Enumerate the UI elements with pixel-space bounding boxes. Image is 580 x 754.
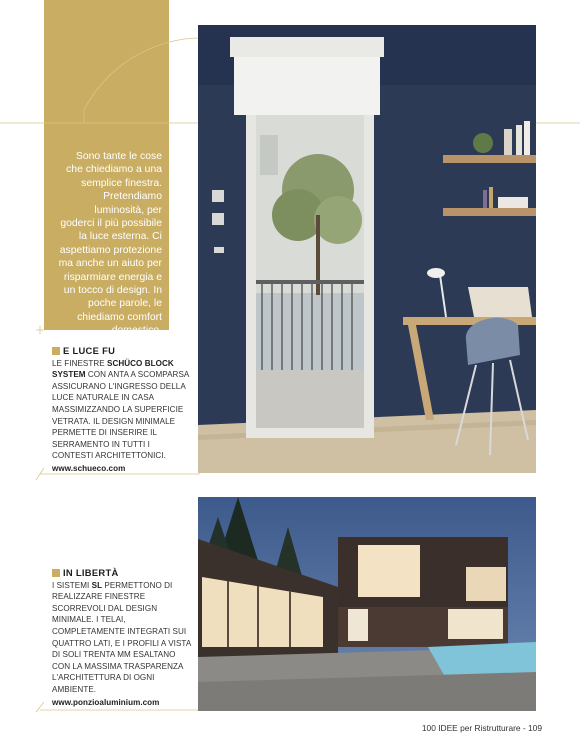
caption-brand: SL	[91, 580, 103, 590]
caption-body	[52, 580, 192, 696]
modern-house-photo	[198, 497, 536, 711]
schueco-link[interactable]: www.schueco.com	[52, 463, 126, 473]
gold-square-icon	[52, 347, 60, 355]
caption-title-text: IN LIBERTÀ	[63, 567, 119, 578]
gold-square-icon	[52, 569, 60, 577]
caption-body-post: CON ANTA A SCOMPARSA ASSICURANO L'INGRESSO DELLA LUCE NATURALE IN CASA MASSIMIZZANDO LA SUPERFICIE VETRATA. IL DESIGN MINIMALE PERMETTE DI INSERIRE IL SERRAMENTO IN TUTTI I CONTESTI ARCHITETTONICI.	[52, 370, 189, 461]
caption-title	[52, 345, 192, 357]
caption-title-text: E LUCE FU	[63, 345, 116, 356]
caption-brand: SCHÜCO BLOCK SYSTEM	[52, 358, 174, 380]
caption-body-pre: LE FINESTRE	[52, 358, 108, 368]
interior-window-photo	[198, 25, 536, 473]
caption-body-post: PERMETTONO DI REALIZZARE FINESTRE SCORREVOLI DAL DESIGN MINIMALE. I TELAI, COMPLETAMENTE INTEGRATI SUI QUATTRO LATI, E I PROFILI A VISTA DI SOLI TRENTA MM ESALTANO CON LA MASSIMA TRASPARENZA L'ARCHITETTURA DI OGNI AMBIENTE.	[52, 580, 191, 694]
ponzio-link[interactable]: www.ponzioaluminium.com	[52, 697, 160, 707]
caption-schueco	[52, 345, 192, 475]
caption-body	[52, 358, 192, 462]
caption-title	[52, 567, 192, 579]
caption-ponzio	[52, 567, 192, 708]
caption-body-pre: I SISTEMI	[52, 580, 92, 590]
intro-text: Sono tante le cose che chiediamo a una semplice finestra. Pretendiamo luminosità, per goderci il più possibile la luce esterna. Ci aspettiamo protezione ma anche un aiuto per risparmiare energia e un tocco di design. In poche parole, le chiediamo comfort domestico.	[58, 151, 162, 337]
page-footer: 100 IDEE per Ristrutturare - 109	[421, 723, 542, 733]
